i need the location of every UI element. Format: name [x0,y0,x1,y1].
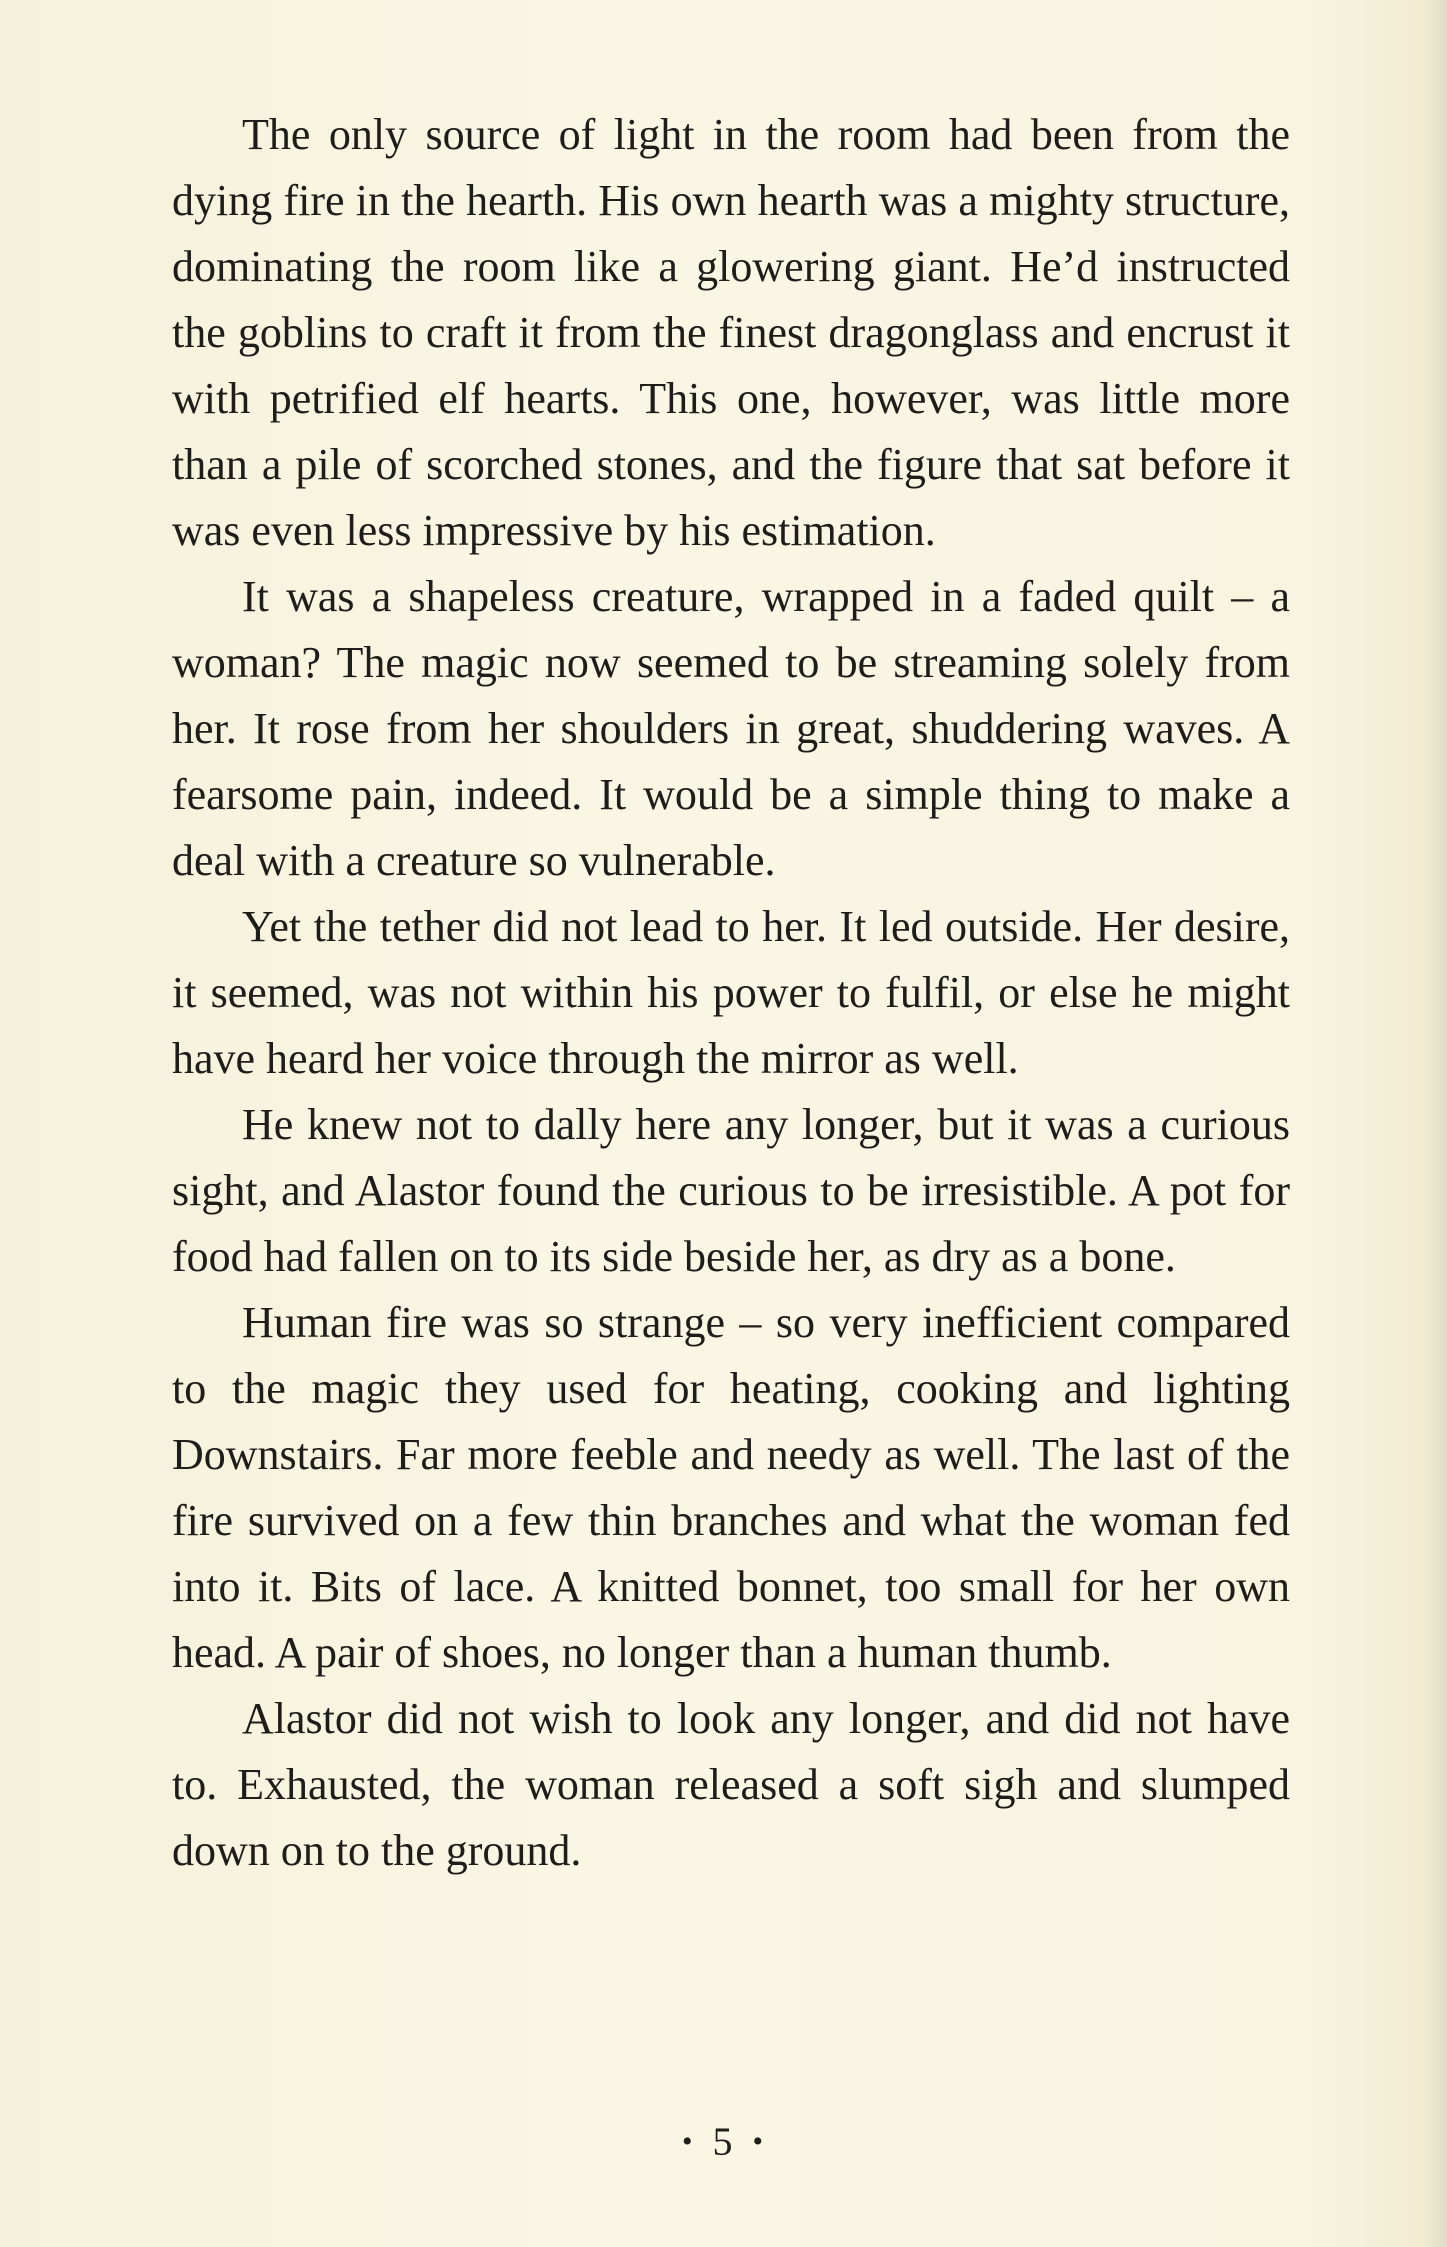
folio-left-dot: • [681,2124,695,2158]
page-number: 5 [712,2119,735,2164]
paragraph-6: Alastor did not wish to look any longer, and did not have to. Exhausted, the woman released a soft sigh and slumped down on to the ground. [172,1694,1290,1875]
page-folio [0,2118,1447,2165]
folio-right-dot: • [752,2124,766,2158]
paragraph-5: Human fire was so strange – so very inefficient compared to the magic they used for heating, cooking and lighting Downstairs. Far more feeble and needy as well. The last of the fire survived on a few thin branches and what the woman fed into it. Bits of lace. A knitted bonnet, too small for her own head. A pair of shoes, no longer than a human thumb. [172,1298,1290,1677]
body-text [172,102,1290,1884]
paragraph-1: The only source of light in the room had been from the dying fire in the hearth. His own hearth was a mighty structure, dominating the room like a glowering giant. He’d instructed the goblins to craft it from the finest dragonglass and encrust it with petrified elf hearts. This one, however, was little more than a pile of scorched stones, and the figure that sat before it was even less impressive by his estimation. [172,110,1290,555]
page-edge-shadow [1425,0,1447,2247]
paragraph-4: He knew not to dally here any longer, but it was a curious sight, and Alastor found the curious to be irresistible. A pot for food had fallen on to its side beside her, as dry as a bone. [172,1100,1290,1281]
paragraph-2: It was a shapeless creature, wrapped in a faded quilt – a woman? The magic now seemed to be streaming solely from her. It rose from her shoulders in great, shuddering waves. A fearsome pain, indeed. It would be a simple thing to make a deal with a creature so vulnerable. [172,572,1290,885]
paragraph-3: Yet the tether did not lead to her. It led outside. Her desire, it seemed, was not within his power to fulfil, or else he might have heard her voice through the mirror as well. [172,902,1290,1083]
